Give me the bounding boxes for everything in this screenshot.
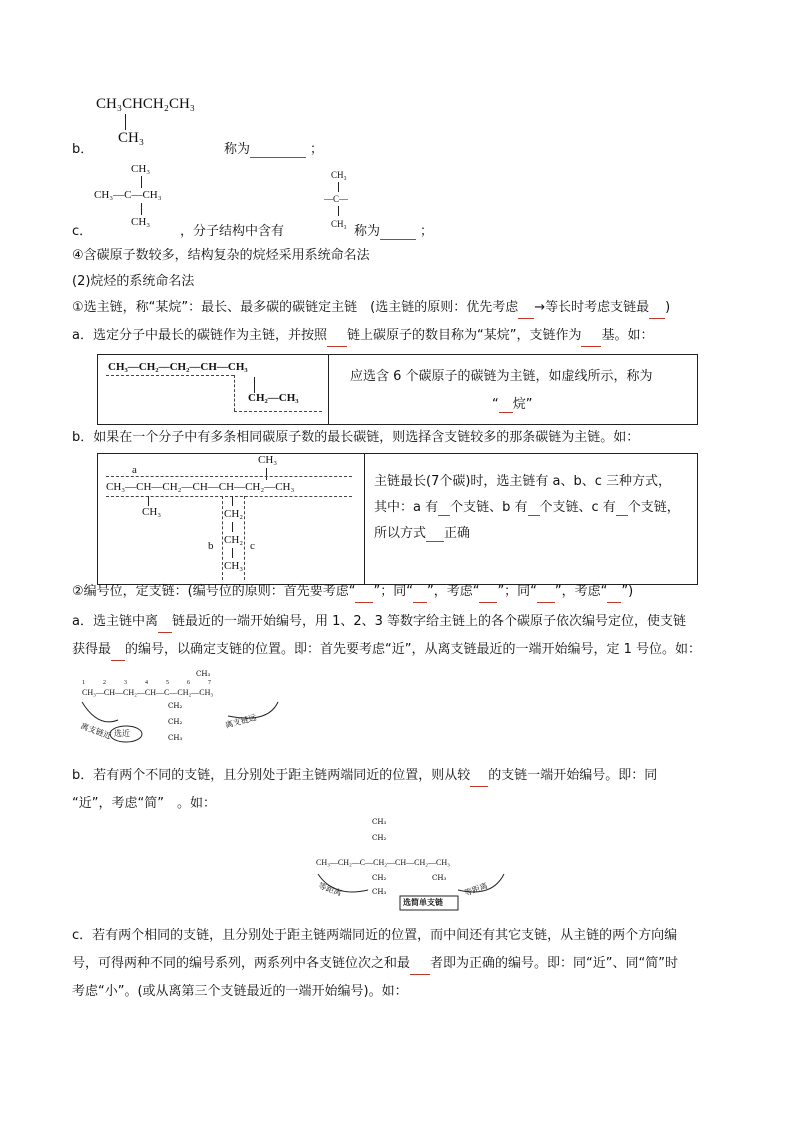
line-14: c．若有两个相同的支链，且分别处于距主链两端同近的位置，而中间还有其它支链，从主链的两个方向编 <box>72 928 678 943</box>
table2-dash-top <box>106 476 352 477</box>
line-10-a: a．选主链中离 <box>72 614 158 629</box>
fig2-badge: 选简单支链 <box>403 898 443 907</box>
line-10-b: 链最近的一端开始编号，用 1、2、3 等数字给主链上的各个碳原子依次编号定位，使支链 <box>171 614 687 629</box>
b-name-text: 称为 <box>224 142 251 157</box>
fig2-label-right: 等距离 <box>463 881 489 898</box>
table2-blank-b[interactable] <box>528 500 540 516</box>
table2-text-2c: 个支链、c 有 <box>539 500 616 515</box>
line-16: 考虑“小”。(或从离第三个支链最近的一端开始编号)。如： <box>72 984 408 999</box>
fig2-bottom-ch3: CH₃ <box>372 888 387 896</box>
fig1-num-1: 1 <box>82 680 103 686</box>
table2-dash-bottom <box>106 496 352 497</box>
c-group-center: —C— <box>324 194 349 204</box>
table2-bond-down-3 <box>232 548 233 558</box>
table2-blank-c[interactable] <box>616 500 628 516</box>
fig1-branch-ch2-2: CH₂ <box>168 718 183 726</box>
fig2-main-chain: CH₃—CH₂—C—CH₂—CH—CH₂—CH₃ <box>316 858 450 867</box>
b-semicolon: ； <box>310 142 324 157</box>
line-6-c: ) <box>665 300 671 315</box>
line-9 <box>72 582 633 603</box>
line-7-a: a．选定分子中最长的碳链作为主链，并按照 <box>72 328 327 343</box>
line-11 <box>72 640 701 661</box>
table2-label-c: c <box>250 540 255 552</box>
line-6 <box>72 298 670 319</box>
blank-9-3[interactable] <box>479 582 497 603</box>
table2-divider <box>364 454 365 584</box>
line-9-d: ”；同“ <box>497 584 537 599</box>
fig2-right-ch3: CH₃ <box>432 874 447 882</box>
line-9-e: ”，考虑“ <box>554 584 608 599</box>
c-group-bond-down <box>338 206 339 216</box>
table2-text-3 <box>374 522 470 542</box>
fig1-num-6: 6 <box>187 680 208 686</box>
line-13: “近”，考虑“简” 。如： <box>72 796 216 811</box>
fig1-arrow-left <box>82 702 118 722</box>
table1-dash-3 <box>234 411 322 412</box>
example-table-1 <box>97 354 698 425</box>
blank-10-1[interactable] <box>158 612 172 633</box>
table2-bond-down-2 <box>232 522 233 532</box>
fig1-label-right: 离支链远 <box>224 712 258 730</box>
blank-12-1[interactable] <box>470 766 488 787</box>
c-bond-down <box>141 203 142 215</box>
table2-formula-top: CH₃ <box>258 454 278 466</box>
table2-blank-d[interactable] <box>426 526 444 542</box>
table2-bond-top <box>266 468 267 480</box>
line-6-b: →等长时考虑支链最 <box>534 300 650 315</box>
blank-11-1[interactable] <box>111 640 125 661</box>
c-answer-blank[interactable] <box>380 224 416 240</box>
b-label: b． <box>72 142 94 157</box>
line-6-a: ①选主链，称“某烷”：最长、最多碳的碳链定主链 (选主链的原则：优先考虑 <box>72 300 519 315</box>
fig2-bottom-ch2: CH₂ <box>372 874 387 882</box>
line-8: b．如果在一个分子中有多条相同碳原子数的最长碳链，则选择含支链较多的那条碳链为主链。如： <box>72 430 640 445</box>
b-bond-line <box>125 114 126 130</box>
b-formula-branch: CH₃ <box>118 130 145 146</box>
table1-text-b1: “ <box>492 397 499 412</box>
table1-dash-1 <box>106 375 234 376</box>
numbering-figure-1 <box>78 668 288 760</box>
c-semicolon: ； <box>420 224 434 239</box>
c-mid-text: ，分子结构中含有 <box>180 224 285 239</box>
table2-bond-down <box>232 496 233 506</box>
blank-9-4[interactable] <box>537 582 555 603</box>
line-11-b: 的编号，以确定支链的位置。即：首先要考虑“近”，从离支链最近的一端开始编号，定 1 号位。如： <box>125 642 702 657</box>
fig1-label-left: 离支链近 <box>79 721 113 741</box>
c-label: c． <box>72 224 93 239</box>
line-12 <box>72 766 657 787</box>
table2-blank-a[interactable] <box>438 500 450 516</box>
table2-text-3b: 正确 <box>444 526 471 541</box>
table1-formula-branch: CH₂—CH₃ <box>248 392 299 404</box>
fig1-badge: 选近 <box>114 729 130 738</box>
fig1-arrows-svg <box>78 668 288 760</box>
fig1-num-5: 5 <box>166 680 187 686</box>
line-9-c: ”，考虑“ <box>426 584 480 599</box>
blank-9-5[interactable] <box>607 582 621 603</box>
table2-label-a: a <box>132 464 137 476</box>
c-group-top: CH₃ <box>331 170 347 180</box>
table2-down-2: CH₂ <box>224 534 244 546</box>
table2-formula-left-branch: CH₃ <box>142 506 162 518</box>
fig1-num-4: 4 <box>145 680 166 686</box>
fig1-top-ch3: CH₃ <box>196 670 211 678</box>
line-12-b: 的支链一端开始编号。即：同 <box>488 768 658 783</box>
table2-text-2b: 个支链、b 有 <box>450 500 528 515</box>
numbering-figure-2 <box>308 818 518 914</box>
blank-7-1[interactable] <box>327 326 347 347</box>
table2-down-1: CH₂ <box>224 508 244 520</box>
table1-bond <box>254 377 255 393</box>
blank-6-1[interactable] <box>518 298 534 319</box>
b-formula-top: CH₃CHCH₂CH₃ <box>96 96 196 112</box>
table2-text-2a: 其中：a 有 <box>374 500 439 515</box>
fig2-label-left: 等距离 <box>317 881 343 898</box>
line-4: ④含碳原子数较多，结构复杂的烷烃采用系统命名法 <box>72 248 370 263</box>
line-9-a: ②编号位，定支链：(编号位的原则：首先要考虑“ <box>72 584 356 599</box>
table1-text-a: 应选含 6 个碳原子的碳链为主链，如虚线所示，称为 <box>350 369 653 384</box>
table1-blank[interactable] <box>499 397 513 413</box>
c-name-line <box>354 220 433 240</box>
fig1-num-3: 3 <box>124 680 145 686</box>
table1-text-b2: 烷” <box>512 397 533 412</box>
line-9-b: ”；同“ <box>373 584 413 599</box>
line-7-c: 基。如： <box>601 328 654 343</box>
table2-label-b: b <box>208 540 214 552</box>
c-formula-bottom: CH₃ <box>131 216 151 228</box>
c-bond-up <box>141 176 142 188</box>
blank-15-1[interactable] <box>410 954 430 975</box>
table2-text-2d: 个支链， <box>627 500 680 515</box>
table2-bond-left <box>148 496 149 506</box>
blank-6-2[interactable] <box>649 298 665 319</box>
blank-7-2[interactable] <box>581 326 601 347</box>
c-formula-top: CH₃ <box>131 163 151 175</box>
table2-down-3: CH₃ <box>224 560 244 572</box>
c-group-bond-up <box>338 182 339 192</box>
table1-dash-2 <box>234 375 235 411</box>
line-15 <box>72 954 678 975</box>
fig1-num-7: 7 <box>208 680 229 686</box>
line-10 <box>72 612 686 633</box>
example-table-2 <box>97 453 698 585</box>
line-15-a: 号，可得两种不同的编号系列，两系列中各支链位次之和最 <box>72 956 411 971</box>
line-11-a: 获得最 <box>72 642 112 657</box>
line-9-f: ”) <box>621 584 634 599</box>
line-12-a: b．若有两个不同的支链，且分别处于距主链两端同近的位置，则从较 <box>72 768 471 783</box>
table2-dash-right-vert <box>244 496 246 580</box>
fig1-num-2: 2 <box>103 680 124 686</box>
blank-9-2[interactable] <box>413 582 427 603</box>
c-formula-center: CH₃—C—CH₃ <box>94 189 162 201</box>
table1-formula-main: CH₃—CH₂—CH₂—CH—CH₃ <box>108 361 248 373</box>
fig2-top-ch2: CH₂ <box>372 834 387 842</box>
table1-divider <box>328 355 329 424</box>
table2-text-2 <box>374 496 680 516</box>
blank-9-1[interactable] <box>355 582 373 603</box>
table2-formula-main: CH₃—CH—CH₂—CH—CH—CH₂—CH₃ <box>106 481 295 493</box>
b-answer-blank[interactable] <box>250 142 306 158</box>
b-name-line <box>224 138 323 158</box>
fig1-main-chain: CH₃—CH—CH₂—CH—C—CH₂—CH₃ <box>82 688 214 697</box>
c-name-text: 称为 <box>354 224 381 239</box>
line-5: (2)烷烃的系统命名法 <box>72 274 195 289</box>
table1-text-b <box>492 393 533 413</box>
c-group-bottom: CH₃ <box>331 219 347 229</box>
fig1-branch-ch3: CH₃ <box>168 734 183 742</box>
line-7-b: 链上碳原子的数目称为“某烷”，支链作为 <box>346 328 582 343</box>
table2-text-3a: 所以方式 <box>374 526 427 541</box>
line-7 <box>72 326 653 347</box>
fig2-top-ch3: CH₃ <box>372 818 387 826</box>
fig1-branch-ch2-1: CH₂ <box>168 702 183 710</box>
table2-text-1: 主链最长(7个碳)时，选主链有 a、b、c 三种方式， <box>374 474 672 489</box>
line-15-b: 者即为正确的编号。即：同“近”、同“简”时 <box>430 956 678 971</box>
